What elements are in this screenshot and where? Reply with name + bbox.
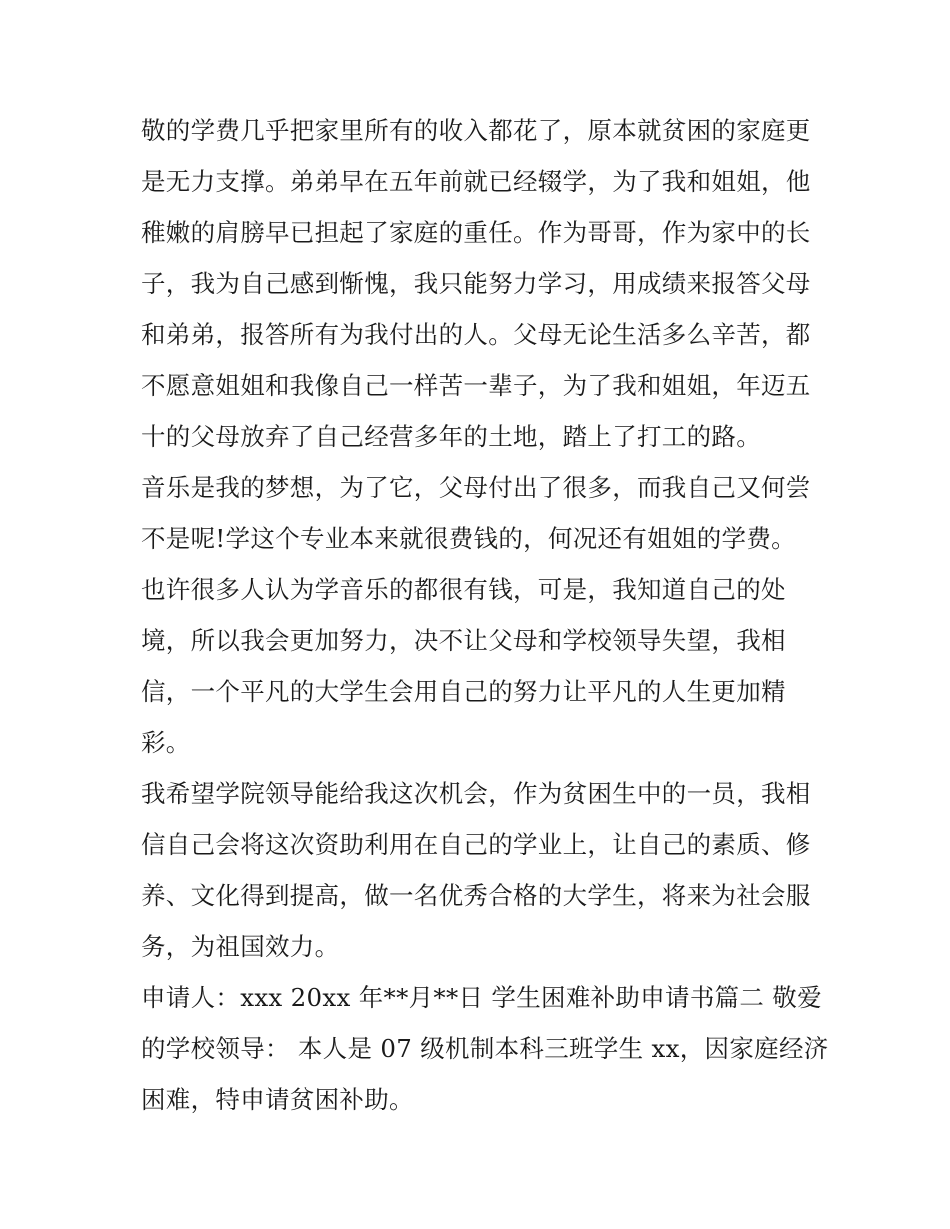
text-line: 的学校领导： 本人是 07 级机制本科三班学生 xx，因家庭经济: [141, 1034, 829, 1063]
text-line: 十的父母放弃了自己经营多年的土地，踏上了打工的路。: [141, 422, 761, 451]
text-line: 申请人：xxx 20xx 年**月**日 学生困难补助申请书篇二 敬爱: [141, 983, 822, 1012]
text-line: 不是呢!学这个专业本来就很费钱的，何况还有姐姐的学费。: [141, 524, 796, 553]
text-line: 务，为祖国效力。: [141, 932, 340, 961]
text-line: 信自己会将这次资助利用在自己的学业上，让自己的素质、修: [141, 830, 811, 859]
paragraph-request: [141, 768, 813, 972]
text-line: 彩。: [141, 728, 191, 757]
text-line: 和弟弟，报答所有为我付出的人。父母无论生活多么辛苦，都: [141, 320, 811, 349]
document-body: [141, 105, 829, 1125]
text-line: 也许很多人认为学音乐的都很有钱，可是，我知道自己的处: [141, 575, 786, 604]
text-line: 我希望学院领导能给我这次机会，作为贫困生中的一员，我相: [141, 779, 811, 808]
text-line: 困难，特申请贫困补助。: [141, 1085, 414, 1114]
text-line: 养、文化得到提高，做一名优秀合格的大学生，将来为社会服: [141, 881, 811, 910]
text-line: 是无力支撑。弟弟早在五年前就已经辍学，为了我和姐姐，他: [141, 167, 811, 196]
text-line: 信，一个平凡的大学生会用自己的努力让平凡的人生更加精: [141, 677, 786, 706]
text-line: 境，所以我会更加努力，决不让父母和学校领导失望，我相: [141, 626, 786, 655]
text-line: 敬的学费几乎把家里所有的收入都花了，原本就贫困的家庭更: [141, 116, 811, 145]
paragraph-music-dream: [141, 462, 813, 768]
text-line: 不愿意姐姐和我像自己一样苦一辈子，为了我和姐姐，年迈五: [141, 371, 811, 400]
text-line: 稚嫩的肩膀早已担起了家庭的重任。作为哥哥，作为家中的长: [141, 218, 811, 247]
text-line: 子，我为自己感到惭愧，我只能努力学习，用成绩来报答父母: [141, 269, 811, 298]
paragraph-family-hardship: [141, 105, 813, 462]
text-line: 音乐是我的梦想，为了它，父母付出了很多，而我自己又何尝: [141, 473, 811, 502]
paragraph-applicant-signature: [141, 972, 829, 1125]
